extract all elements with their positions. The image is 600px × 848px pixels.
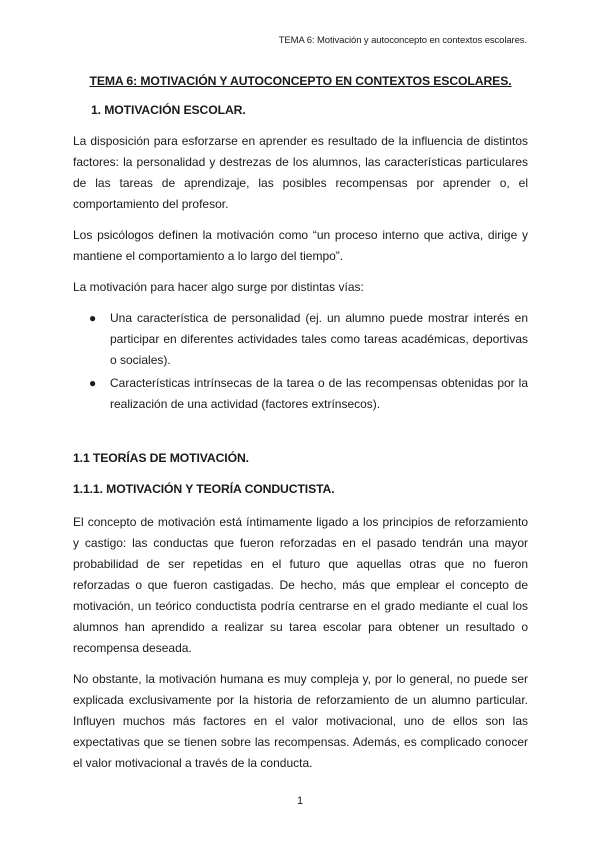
paragraph: El concepto de motivación está íntimamente ligado a los principios de reforzamiento y castigo: las conductas que fueron reforzadas en el pasado tendrán una mayor probabilidad de ser repetidas en el futuro que aquellas otras que no fueron reforzadas o que fueron castigadas. De hecho, más que emplear el concepto de motivación, un teórico conductista podría centrarse en el grado mediante el cual los alumnos han aprendido a realizar su tarea escolar para obtener un resultado o recompensa deseada. bbox=[73, 515, 528, 655]
paragraph: La motivación para hacer algo surge por distintas vías: bbox=[73, 280, 364, 294]
page-number: 1 bbox=[296, 795, 304, 807]
subsection-heading-conductista: 1.1.1. MOTIVACIÓN Y TEORÍA CONDUCTISTA. bbox=[73, 482, 335, 496]
bullet-list bbox=[73, 308, 528, 415]
paragraph: No obstante, la motivación humana es muy compleja y, por lo general, no puede ser explicada exclusivamente por la historia de reforzamiento de un alumno particular. Influyen muchos más factores en el valor motivacional, uno de ellos son las expectativas que se tienen sobre las recompensas. Además, es complicado conocer el valor motivacional a través de la conducta. bbox=[73, 672, 528, 770]
bullet-item bbox=[73, 373, 528, 415]
section-heading-teorias: 1.1 TEORÍAS DE MOTIVACIÓN. bbox=[73, 451, 249, 465]
bullet-text: Características intrínsecas de la tarea o de las recompensas obtenidas por la realización de una actividad (factores extrínsecos). bbox=[110, 376, 528, 411]
bullet-item bbox=[73, 308, 528, 371]
page-content bbox=[73, 72, 528, 784]
document-title: TEMA 6: MOTIVACIÓN Y AUTOCONCEPTO EN CONTEXTOS ESCOLARES. bbox=[89, 74, 512, 88]
paragraph: Los psicólogos definen la motivación como “un proceso interno que activa, dirige y mantiene el comportamiento a lo largo del tiempo”. bbox=[73, 228, 528, 263]
bullet-text: Una característica de personalidad (ej. un alumno puede mostrar interés en participar en diferentes actividades tales como tareas académicas, deportivas o sociales). bbox=[110, 311, 528, 367]
bullet-icon: ● bbox=[89, 376, 97, 390]
paragraph: La disposición para esforzarse en aprender es resultado de la influencia de distintos factores: la personalidad y destrezas de los alumnos, las características particulares de las tareas de aprendizaje, las posibles recompensas por aprender o, el comportamiento del profesor. bbox=[73, 134, 528, 211]
running-header: TEMA 6: Motivación y autoconcepto en contextos escolares. bbox=[278, 35, 527, 46]
bullet-icon: ● bbox=[89, 311, 97, 325]
section-heading-motivacion-escolar: 1. MOTIVACIÓN ESCOLAR. bbox=[91, 103, 246, 117]
